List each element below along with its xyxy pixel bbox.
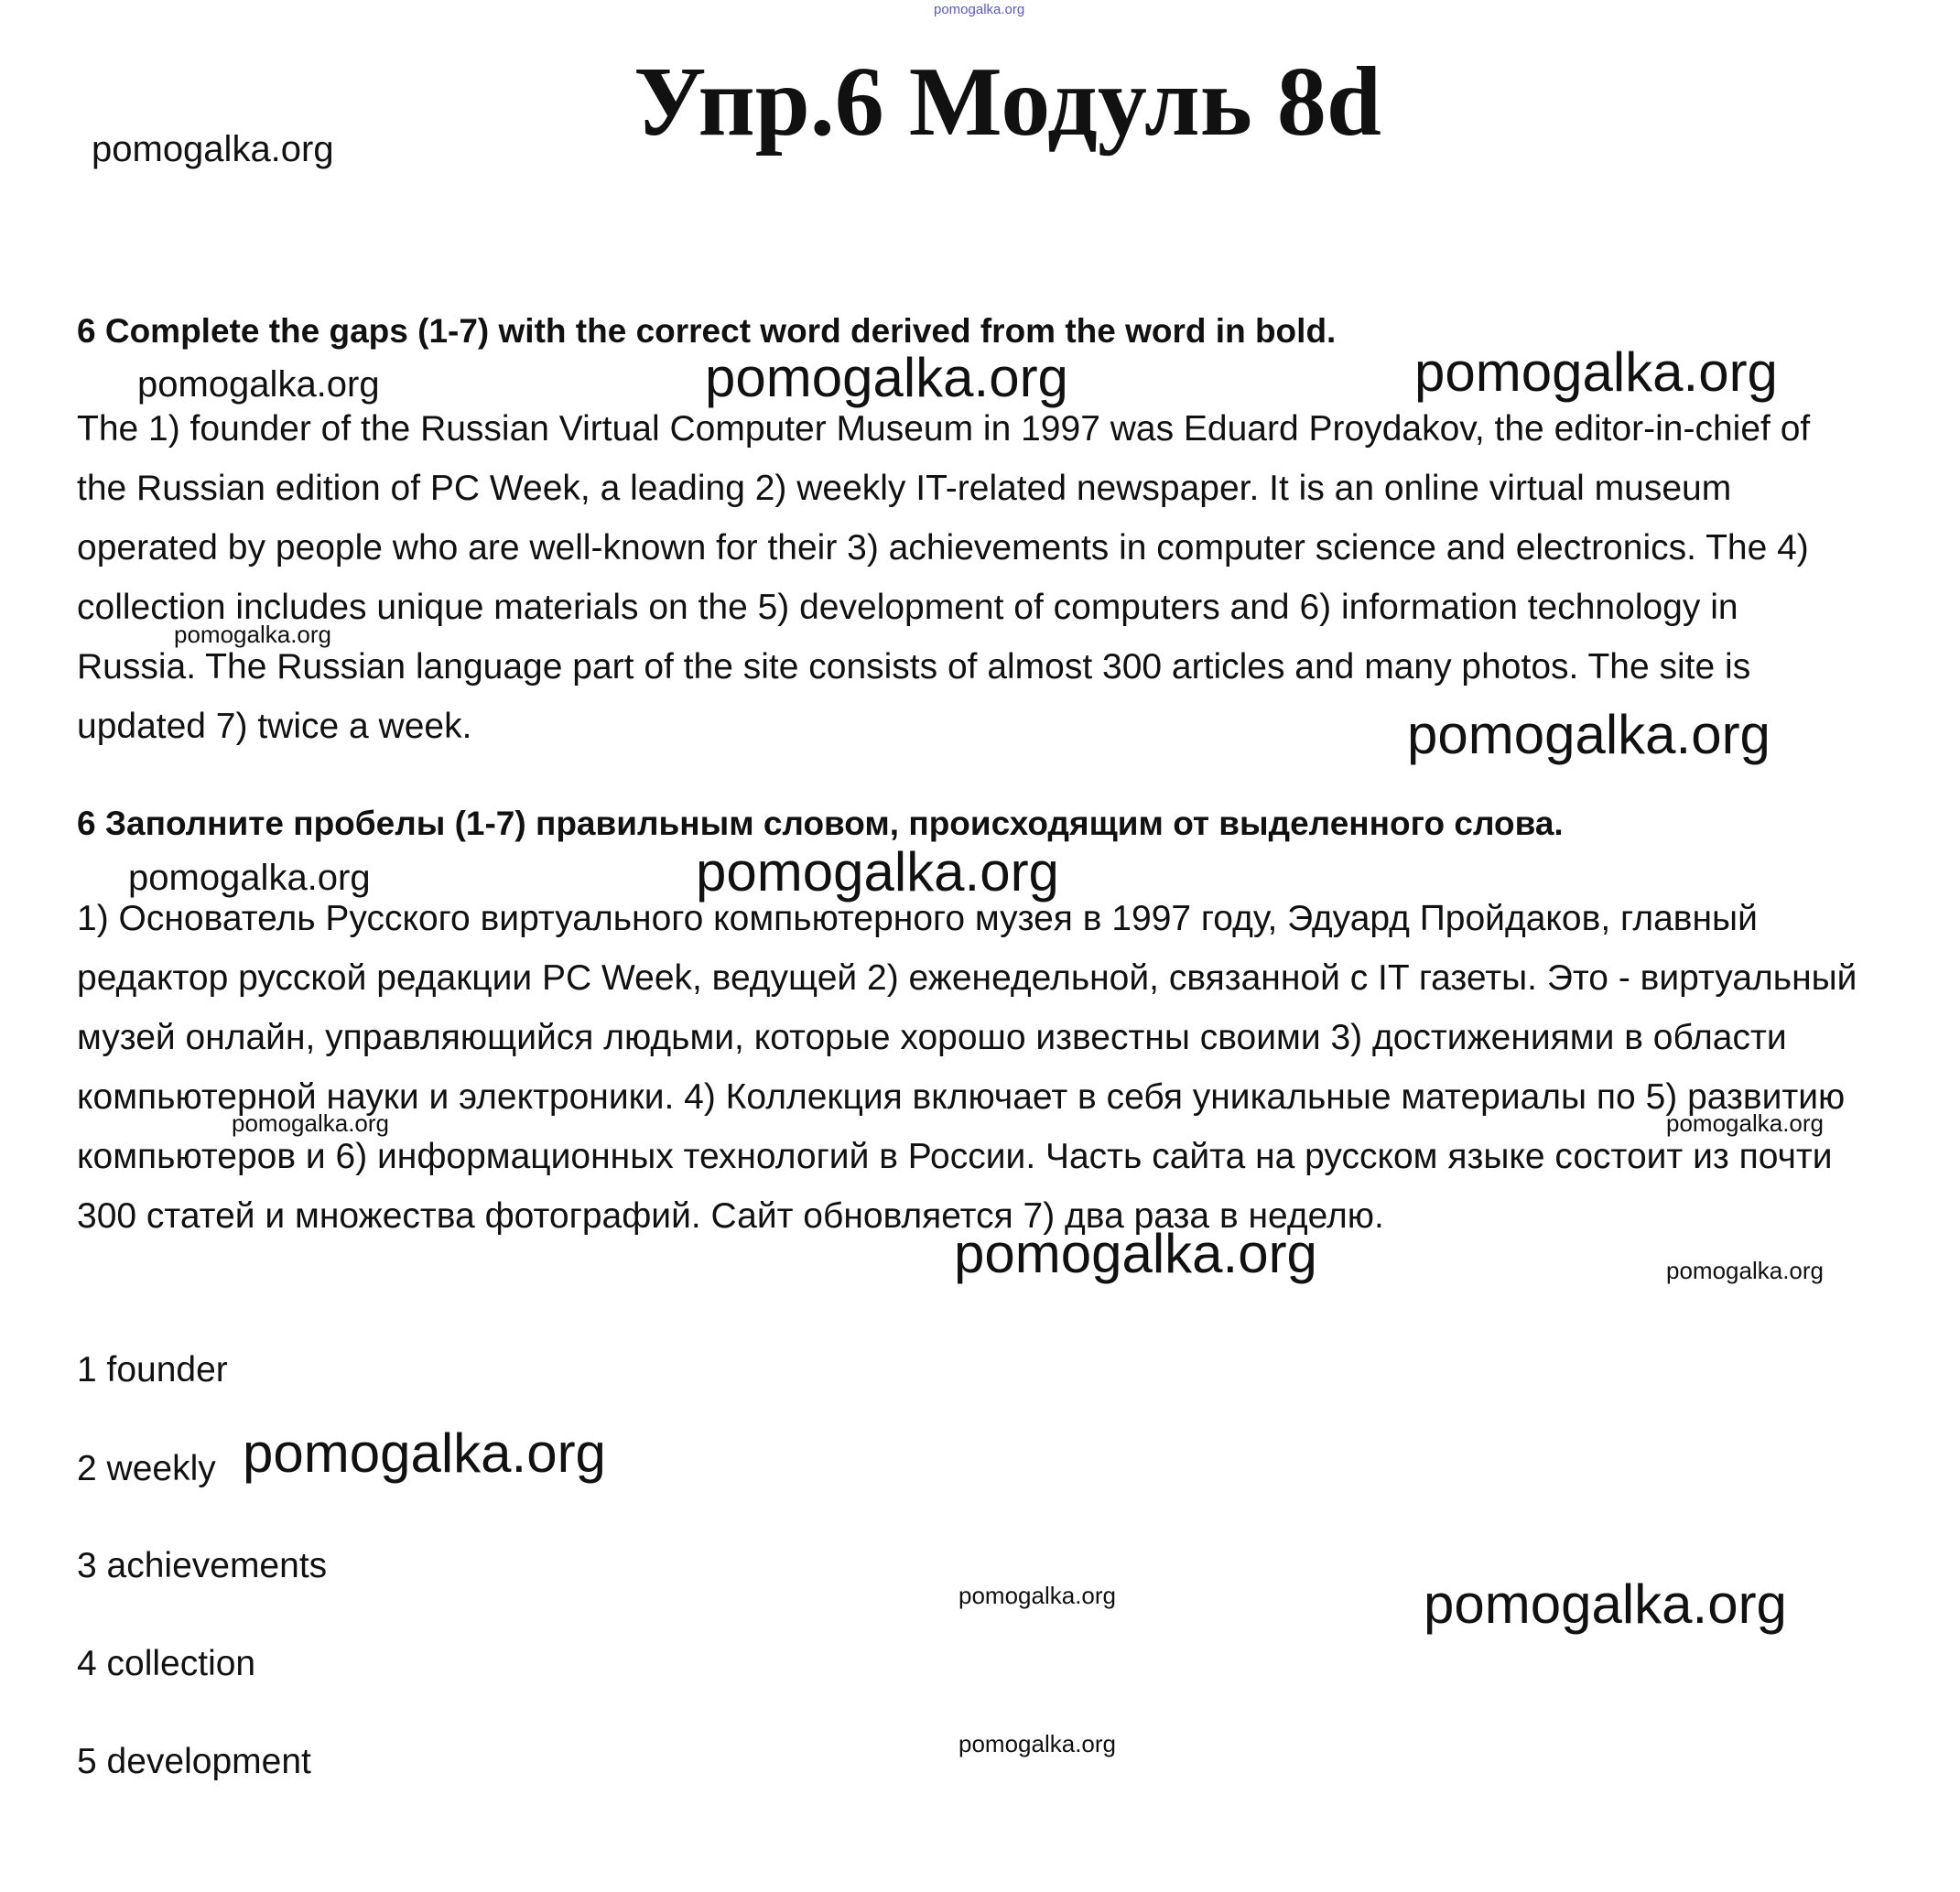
watermark: pomogalka.org: [954, 1223, 1317, 1284]
english-paragraph: The 1) founder of the Russian Virtual Computer Museum in 1997 was Eduard Proydakov, the editor-in-chief of the Russian edition of PC Week, a leading 2) weekly IT-related newspaper. It is an online virtual museum operated by people who are well-known for their 3) achievements in computer science and electronics. The 4) collection includes unique materials on the 5) development of computers and 6) information technology in Russia. The Russian language part of the site consists of almost 300 articles and many photos. The site is updated 7) twice a week.: [77, 409, 1811, 746]
watermark: pomogalka.org: [243, 1422, 606, 1484]
watermark: pomogalka.org: [696, 841, 1059, 903]
watermark: pomogalka.org: [232, 1109, 389, 1137]
watermark: pomogalka.org: [958, 1582, 1116, 1609]
answer-item: 2 weekly: [77, 1449, 216, 1488]
watermark: pomogalka.org: [958, 1730, 1116, 1757]
russian-paragraph: 1) Основатель Русского виртуального компьютерного музея в 1997 году, Эдуард Пройдаков, главный редактор русской редакции PC Week, ведущей 2) еженедельной, связанной с IT газеты. Это - виртуальный музей онлайн, управляющийся людьми, которые хорошо известны своими 3) достижениями в области компьютерной науки и электроники. 4) Коллекция включает в себя уникальные материалы по 5) развитию компьютеров и 6) информационных технологий в России. Часть сайта на русском языке состоит из почти 300 статей и множества фотографий. Сайт обновляется 7) два раза в неделю.: [77, 899, 1857, 1236]
page-title: Упр.6 Модуль 8d: [633, 48, 1381, 157]
answer-item: 5 development: [77, 1742, 311, 1781]
watermark: pomogalka.org: [92, 129, 334, 169]
answer-item: 4 collection: [77, 1644, 256, 1683]
russian-task-heading: 6 Заполните пробелы (1-7) правильным словом, происходящим от выделенного слова.: [77, 805, 1564, 842]
watermark: pomogalka.org: [1666, 1257, 1824, 1284]
watermark: pomogalka.org: [1407, 704, 1770, 765]
english-task-heading: 6 Complete the gaps (1-7) with the correct word derived from the word in bold.: [77, 312, 1337, 350]
watermark: pomogalka.org: [137, 364, 380, 405]
watermark: pomogalka.org: [1414, 341, 1778, 403]
answer-item: 3 achievements: [77, 1546, 328, 1585]
watermark: pomogalka.org: [174, 621, 331, 648]
watermark: pomogalka.org: [705, 347, 1068, 408]
watermark: pomogalka.org: [934, 2, 1025, 17]
watermark: pomogalka.org: [1666, 1109, 1824, 1137]
watermark: pomogalka.org: [128, 858, 371, 898]
answer-item: 1 founder: [77, 1350, 228, 1389]
watermark: pomogalka.org: [1424, 1573, 1787, 1635]
